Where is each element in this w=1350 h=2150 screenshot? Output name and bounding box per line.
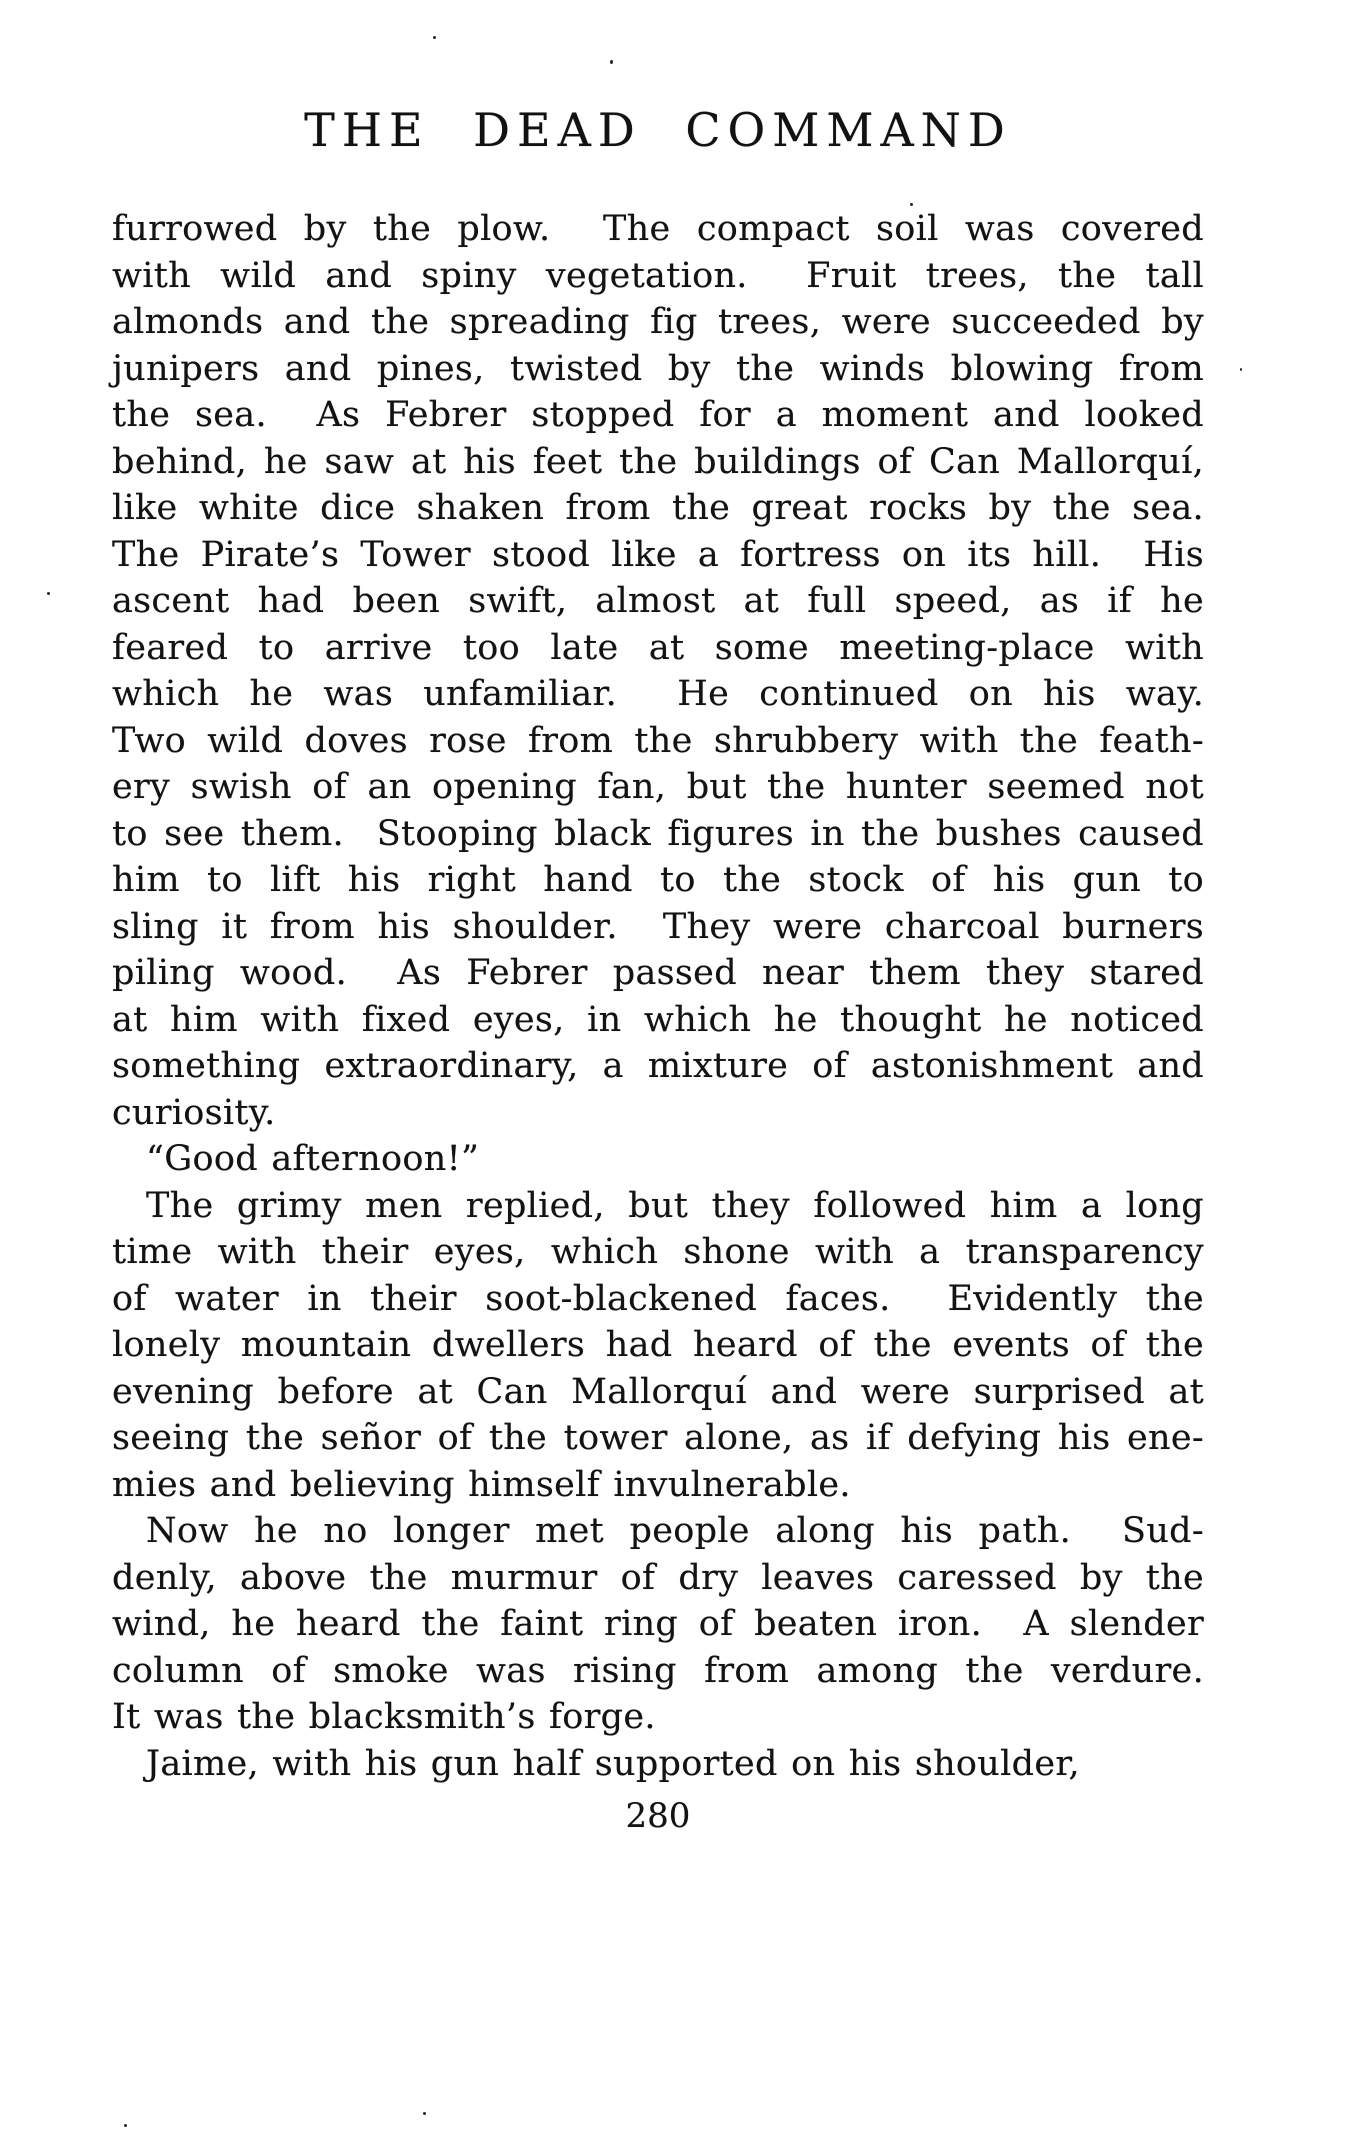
text-line: piling wood. As Febrer passed near them they stared [112,953,1204,993]
text-line: sling it from his shoulder. They were charcoal burners [112,906,1204,947]
text-line: to see them. Stooping black figures in the bushes caused [112,813,1204,854]
text-line: “Good afternoon!” [146,1139,480,1179]
text-line: ery swish of an opening fan, but the hunter seemed not [112,767,1204,807]
text-line: with wild and spiny vegetation. Fruit trees, the tall [112,255,1204,296]
text-line: time with their eyes, which shone with a transparency [112,1232,1204,1272]
text-line: wind, he heard the faint ring of beaten iron. A slender [112,1604,1204,1644]
text-line: at him with fixed eyes, in which he thought he noticed [112,999,1204,1040]
text-line: behind, he saw at his feet the buildings of Can Mallorquí, [112,441,1204,482]
text-line: of water in their soot-blackened faces. Evidently the [112,1278,1204,1319]
text-line: column of smoke was rising from among the verdure. [112,1650,1204,1691]
scan-speckle [610,60,613,64]
text-line: something extraordinary, a mixture of astonishment and [112,1046,1204,1086]
scan-speckle [47,592,50,595]
text-line: like white dice shaken from the great rocks by the sea. [112,488,1204,528]
text-line: lonely mountain dwellers had heard of the events of the [112,1325,1204,1365]
page-title: THE DEAD COMMAND [304,103,1012,157]
text-line: ascent had been swift, almost at full speed, as if he [112,581,1204,621]
text-line: The grimy men replied, but they followed him a long [146,1185,1204,1226]
text-line: junipers and pines, twisted by the winds blowing from [112,348,1204,389]
text-line: evening before at Can Mallorquí and were surprised at [112,1371,1204,1412]
scan-speckle [910,203,913,206]
text-line: seeing the señor of the tower alone, as if defying his ene- [112,1418,1204,1458]
scan-speckle [124,2124,127,2127]
text-line: denly, above the murmur of dry leaves caressed by the [112,1557,1204,1598]
text-line: him to lift his right hand to the stock of his gun to [112,860,1204,900]
scan-speckle [423,2112,426,2115]
text-line: curiosity. [112,1092,276,1133]
text-line: almonds and the spreading fig trees, were succeeded by [112,302,1204,342]
text-line: It was the blacksmith’s forge. [112,1697,656,1737]
scan-speckle [433,36,436,39]
text-line: the sea. As Febrer stopped for a moment and looked [112,395,1204,435]
scan-speckle [1240,368,1242,371]
text-line: furrowed by the plow. The compact soil was covered [112,209,1204,249]
text-line: Jaime, with his gun half supported on his shoulder, [146,1743,1080,1784]
text-lines [112,206,1204,1787]
text-line: which he was unfamiliar. He continued on his way. [112,674,1204,714]
text-line: The Pirate’s Tower stood like a fortress on its hill. His [112,534,1204,575]
text-line: Now he no longer met people along his path. Sud- [146,1511,1204,1551]
page-number: 280 [625,1796,691,1836]
text-line: mies and believing himself invulnerable. [112,1464,851,1505]
text-line: Two wild doves rose from the shrubbery with the feath- [112,720,1204,761]
text-line: feared to arrive too late at some meeting-place with [112,627,1204,668]
